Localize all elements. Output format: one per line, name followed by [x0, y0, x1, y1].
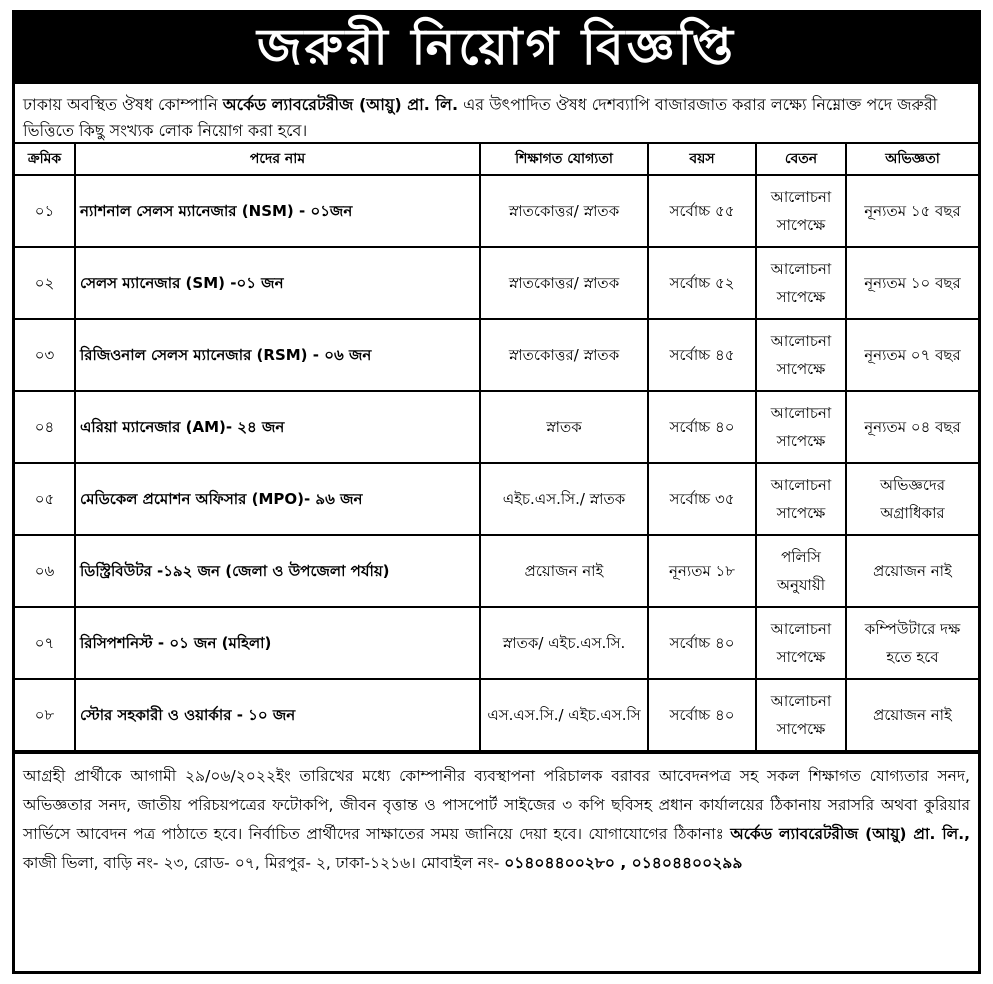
cell-post: রিজিওনাল সেলস ম্যানেজার (RSM) - ০৬ জন [75, 319, 480, 391]
cell-serial: ০৩ [15, 319, 75, 391]
cell-age: সর্বোচ্চ ৪০ [648, 607, 756, 679]
cell-post: ডিস্ট্রিবিউটর -১৯২ জন (জেলা ও উপজেলা পর্যায়) [75, 535, 480, 607]
cell-experience: অভিজ্ঞদের অগ্রাধিকার [846, 463, 978, 535]
job-circular [12, 10, 981, 974]
cell-experience: নূন্যতম ০৭ বছর [846, 319, 978, 391]
cell-post: মেডিকেল প্রমোশন অফিসার (MPO)- ৯৬ জন [75, 463, 480, 535]
cell-qualification: এইচ.এস.সি./ স্নাতক [480, 463, 648, 535]
mobile-numbers: ০১৪০৪৪০০২৮০ , ০১৪০৪৪০০২৯৯ [504, 854, 743, 872]
header-salary: বেতন [756, 144, 846, 175]
table-row [15, 607, 978, 679]
instructions-text: আগ্রহী প্রার্থীকে আগামী ২৯/০৬/২০২২ইং তারিখের মধ্যে কোম্পানীর ব্যবস্থাপনা পরিচালক বরাবর আবেদনপত্র সহ সকল শিক্ষাগত যোগ্যতার সনদ, অভিজ্ঞতার সনদ, জাতীয় পরিচয়পত্রের ফটোকপি, জীবন বৃত্তান্ত ও পাসপোর্ট সাইজের ৩ কপি ছবিসহ প্রধান কার্যালয়ের ঠিকানায় সরাসরি অথবা কুরিয়ার সার্ভিসে আবেদন পত্র পাঠাতে হবে। নির্বাচিত প্রার্থীদের সাক্ষাতের সময় জানিয়ে দেয়া হবে। [23, 767, 970, 843]
header-serial: ক্রমিক [15, 144, 75, 175]
contact-label: যোগাযোগের ঠিকানাঃ [588, 825, 724, 843]
intro-company-name: অর্কেড ল্যাবরেটরীজ (আয়ু) প্রা. লি. [222, 95, 459, 114]
header-experience: অভিজ্ঞতা [846, 144, 978, 175]
cell-salary: আলোচনা সাপেক্ষে [756, 463, 846, 535]
cell-experience: নূন্যতম ১৫ বছর [846, 175, 978, 247]
table-row [15, 247, 978, 319]
cell-salary: আলোচনা সাপেক্ষে [756, 247, 846, 319]
cell-age: সর্বোচ্চ ৪০ [648, 679, 756, 751]
cell-experience: প্রয়োজন নাই [846, 535, 978, 607]
cell-age: সর্বোচ্চ ৩৫ [648, 463, 756, 535]
intro-text-2: এর উৎপাদিত ঔষধ দেশব্যাপি বাজারজাত করার লক্ষ্যে নিম্নোক্ত পদে জরুরী ভিত্তিতে কিছু সংখ্যক লোক নিয়োগ করা হবে। [23, 95, 938, 140]
table-row [15, 535, 978, 607]
cell-experience: নূন্যতম ০৪ বছর [846, 391, 978, 463]
cell-salary: আলোচনা সাপেক্ষে [756, 175, 846, 247]
application-instructions [15, 752, 978, 940]
cell-qualification: স্নাতকোত্তর/ স্নাতক [480, 247, 648, 319]
header-age: বয়স [648, 144, 756, 175]
table-row [15, 175, 978, 247]
intro-paragraph [15, 84, 978, 144]
cell-post: সেলস ম্যানেজার (SM) -০১ জন [75, 247, 480, 319]
table-row [15, 679, 978, 751]
cell-salary: পলিসি অনুযায়ী [756, 535, 846, 607]
cell-salary: আলোচনা সাপেক্ষে [756, 391, 846, 463]
cell-age: নূন্যতম ১৮ [648, 535, 756, 607]
table-row [15, 463, 978, 535]
cell-qualification: স্নাতক/ এইচ.এস.সি. [480, 607, 648, 679]
cell-experience: প্রয়োজন নাই [846, 679, 978, 751]
cell-age: সর্বোচ্চ ৫৫ [648, 175, 756, 247]
cell-qualification: এস.এস.সি./ এইচ.এস.সি [480, 679, 648, 751]
cell-qualification: স্নাতক [480, 391, 648, 463]
cell-serial: ০৫ [15, 463, 75, 535]
cell-salary: আলোচনা সাপেক্ষে [756, 319, 846, 391]
cell-experience: নূন্যতম ১০ বছর [846, 247, 978, 319]
cell-age: সর্বোচ্চ ৪৫ [648, 319, 756, 391]
header-qualification: শিক্ষাগত যোগ্যতা [480, 144, 648, 175]
cell-post: এরিয়া ম্যানেজার (AM)- ২৪ জন [75, 391, 480, 463]
contact-address: কাজী ভিলা, বাড়ি নং- ২৩, রোড- ০৭, মিরপুর- ২, ঢাকা-১২১৬। [23, 854, 416, 872]
page-title: জরুরী নিয়োগ বিজ্ঞপ্তি [15, 13, 978, 84]
cell-serial: ০১ [15, 175, 75, 247]
header-post: পদের নাম [75, 144, 480, 175]
cell-salary: আলোচনা সাপেক্ষে [756, 679, 846, 751]
cell-age: সর্বোচ্চ ৫২ [648, 247, 756, 319]
cell-salary: আলোচনা সাপেক্ষে [756, 607, 846, 679]
contact-company-name: অর্কেড ল্যাবরেটরীজ (আয়ু) প্রা. লি., [730, 825, 970, 843]
cell-post: রিসিপশনিস্ট - ০১ জন (মহিলা) [75, 607, 480, 679]
cell-serial: ০৭ [15, 607, 75, 679]
table-row [15, 319, 978, 391]
mobile-label: মোবাইল নং- [420, 854, 500, 872]
cell-post: স্টোর সহকারী ও ওয়ার্কার - ১০ জন [75, 679, 480, 751]
cell-serial: ০৬ [15, 535, 75, 607]
cell-age: সর্বোচ্চ ৪০ [648, 391, 756, 463]
vacancy-table [15, 144, 978, 752]
cell-post: ন্যাশনাল সেলস ম্যানেজার (NSM) - ০১জন [75, 175, 480, 247]
cell-experience: কম্পিউটারে দক্ষ হতে হবে [846, 607, 978, 679]
cell-qualification: স্নাতকোত্তর/ স্নাতক [480, 175, 648, 247]
cell-qualification: প্রয়োজন নাই [480, 535, 648, 607]
cell-serial: ০৮ [15, 679, 75, 751]
intro-text-1: ঢাকায় অবস্থিত ঔষধ কোম্পানি [23, 95, 218, 114]
cell-serial: ০২ [15, 247, 75, 319]
table-header-row [15, 144, 978, 175]
table-row [15, 391, 978, 463]
cell-qualification: স্নাতকোত্তর/ স্নাতক [480, 319, 648, 391]
cell-serial: ০৪ [15, 391, 75, 463]
